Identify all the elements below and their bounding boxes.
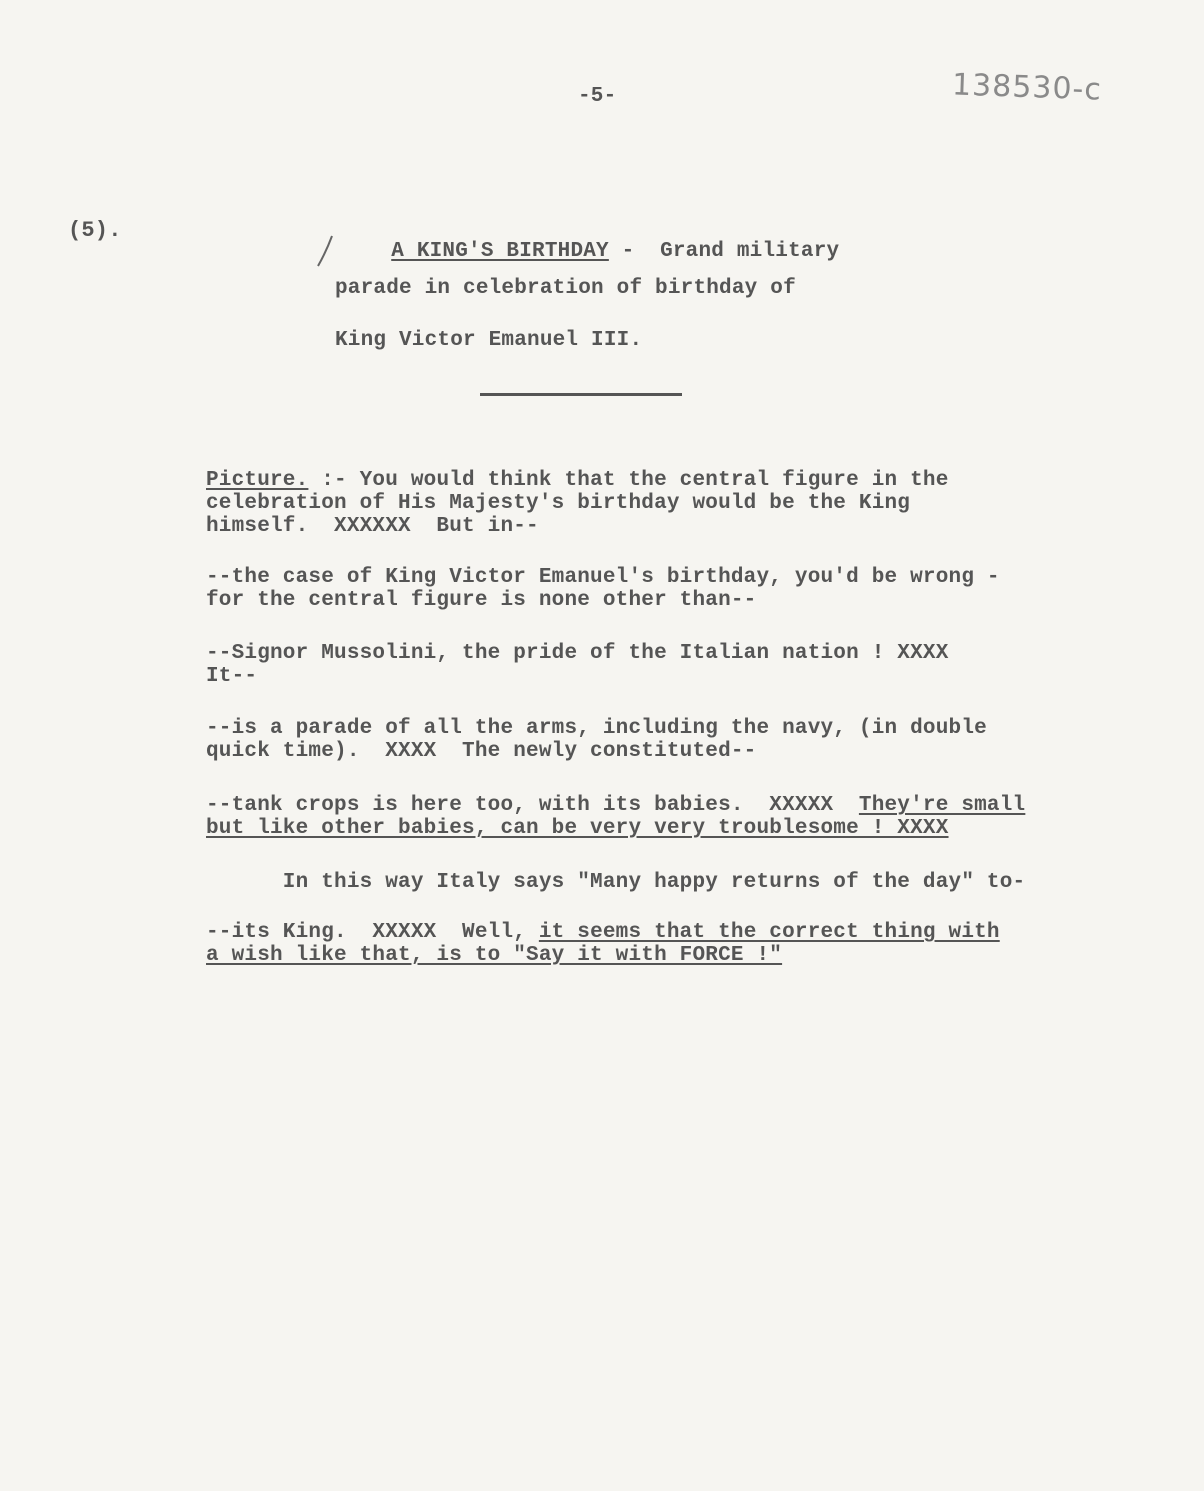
title-line-1 [340, 220, 839, 283]
paragraph-5-line-2: but like other babies, can be very very troublesome ! XXXX [206, 817, 949, 840]
paragraph-1-line-2: celebration of His Majesty's birthday would be the King [206, 492, 911, 515]
title-line-3: King Victor Emanuel III. [335, 329, 643, 352]
item-number: (5). [68, 218, 122, 243]
paragraph-7-line-1-start: --its King. XXXXX Well, [206, 921, 539, 944]
paragraph-1-line-3: himself. XXXXXX But in-- [206, 515, 539, 538]
title-line-2: parade in celebration of birthday of [335, 277, 796, 300]
paragraph-5-line-1-start: --tank crops is here too, with its babies. XXXXX [206, 794, 859, 817]
picture-label: Picture. [206, 469, 309, 492]
title-line1-rest: Grand military [647, 240, 840, 263]
title-heading: A KING'S BIRTHDAY [391, 240, 609, 263]
paragraph-2-line-2: for the central figure is none other than-- [206, 589, 757, 612]
paragraph-6-line-1: In this way Italy says "Many happy returns of the day" to- [206, 871, 1026, 894]
section-divider [480, 393, 682, 396]
paragraph-7-line-2: a wish like that, is to "Say it with FORCE !" [206, 944, 783, 967]
paragraph-5-line-1 [206, 795, 1025, 816]
paragraph-3-line-2: It-- [206, 665, 258, 688]
paragraph-7-line-1 [206, 922, 1000, 943]
paragraph-3-line-1: --Signor Mussolini, the pride of the Italian nation ! XXXX [206, 642, 949, 665]
paragraph-5-underlined: They're small [858, 794, 1026, 817]
paragraph-7-underlined: it seems that the correct thing with [538, 921, 1000, 944]
handwritten-tick-mark [308, 232, 338, 272]
paragraph-1-line-1 [206, 470, 949, 491]
paragraph-4-line-2: quick time). XXXX The newly constituted-- [206, 740, 757, 763]
paragraph-1-line-1-rest: :- You would think that the central figure in the [308, 469, 949, 492]
page-number: -5- [578, 85, 617, 108]
archive-number: 138530-c [951, 67, 1103, 108]
title-separator: - [608, 240, 648, 263]
paragraph-4-line-1: --is a parade of all the arms, including the navy, (in double [206, 717, 987, 740]
paragraph-2-line-1: --the case of King Victor Emanuel's birthday, you'd be wrong - [206, 566, 1000, 589]
